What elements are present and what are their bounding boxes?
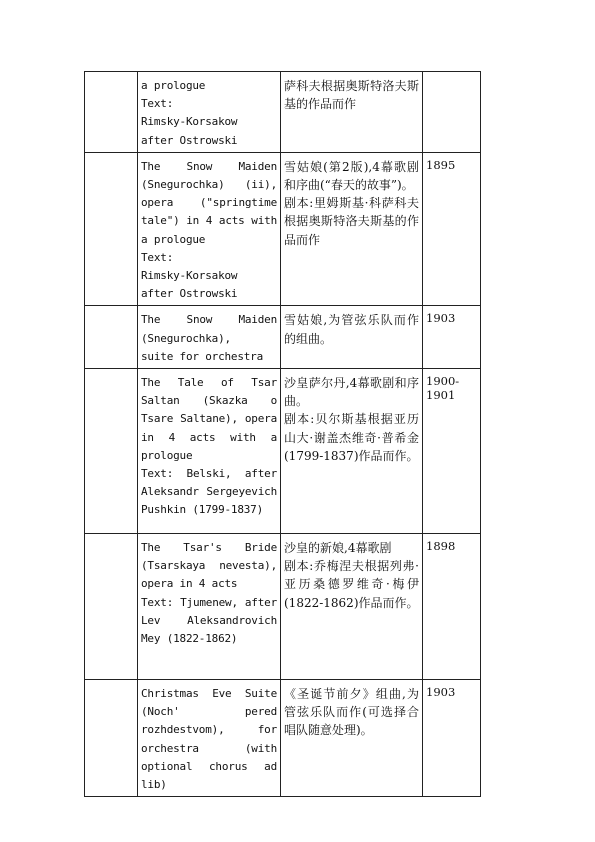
table-row — [85, 306, 481, 369]
chinese-title-cell: 沙皇萨尔丹,4幕歌剧和序曲。 剧本:贝尔斯基根据亚历山大·谢盖杰维奇·普希金(1799-1837)作品而作。 — [281, 369, 423, 534]
chinese-title-cell: 雪姑娘,为管弦乐队而作的组曲。 — [281, 306, 423, 369]
english-title-cell: The Snow Maiden (Snegurochka), suite for orchestra — [138, 306, 281, 369]
table-row — [85, 72, 481, 153]
chinese-title-cell: 沙皇的新娘,4幕歌剧 剧本:乔梅涅夫根据列弗·亚历桑德罗维奇·梅伊(1822-1862)作品而作。 — [281, 534, 423, 680]
year-cell: 1900-1901 — [423, 369, 481, 534]
table-row — [85, 680, 481, 797]
empty-cell — [85, 369, 138, 534]
table-row — [85, 534, 481, 680]
year-cell: 1898 — [423, 534, 481, 680]
empty-cell — [85, 152, 138, 306]
english-title-cell: a prologue Text: Rimsky-Korsakow after Ostrowski — [138, 72, 281, 153]
year-cell: 1903 — [423, 680, 481, 797]
empty-cell — [85, 680, 138, 797]
chinese-title-cell: 雪姑娘(第2版),4幕歌剧和序曲(“春天的故事”)。 剧本:里姆斯基·科萨科夫根据奥斯特洛夫斯基的作品而作 — [281, 152, 423, 306]
chinese-title-cell: 萨科夫根据奥斯特洛夫斯基的作品而作 — [281, 72, 423, 153]
empty-cell — [85, 306, 138, 369]
english-title-cell: Christmas Eve Suite (Noch' pered rozhdestvom), for orchestra (with optional chorus ad lib) — [138, 680, 281, 797]
english-title-cell: The Tale of Tsar Saltan (Skazka o Tsare Saltane), opera in 4 acts with a prologue Text: Belski, after Aleksandr Sergeyevich Pushkin (1799-1837) — [138, 369, 281, 534]
chinese-title-cell: 《圣诞节前夕》组曲,为管弦乐队而作(可选择合唱队随意处理)。 — [281, 680, 423, 797]
english-title-cell: The Snow Maiden (Snegurochka) (ii), opera ("springtime tale") in 4 acts with a prologue Text: Rimsky-Korsakow after Ostrowski — [138, 152, 281, 306]
table-row — [85, 152, 481, 306]
year-cell: 1903 — [423, 306, 481, 369]
empty-cell — [85, 534, 138, 680]
table-row — [85, 369, 481, 534]
works-table — [84, 71, 481, 797]
year-cell — [423, 72, 481, 153]
empty-cell — [85, 72, 138, 153]
english-title-cell: The Tsar's Bride (Tsarskaya nevesta), opera in 4 acts Text: Tjumenew, after Lev Aleksandrovich Mey (1822-1862) — [138, 534, 281, 680]
year-cell: 1895 — [423, 152, 481, 306]
